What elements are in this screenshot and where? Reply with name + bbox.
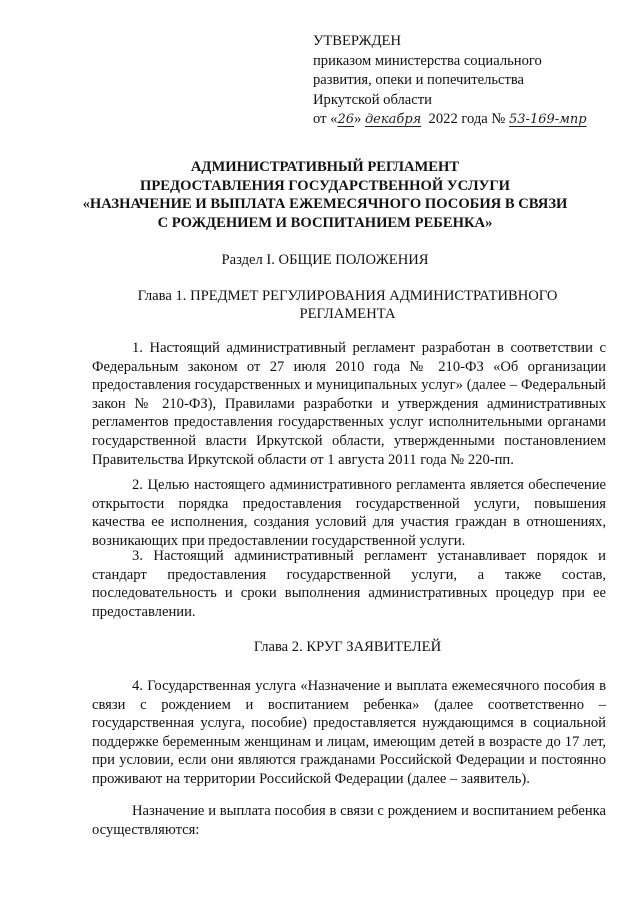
date-day: 26 [337, 112, 354, 127]
document-title [60, 158, 590, 232]
chapter-1-heading: Глава 1. ПРЕДМЕТ РЕГУЛИРОВАНИЯ АДМИНИСТРАТИВНОГО РЕГЛАМЕНТА [137, 288, 558, 322]
section-heading: Раздел I. ОБЩИЕ ПОЛОЖЕНИЯ [221, 252, 429, 268]
chapter-2-heading: Глава 2. КРУГ ЗАЯВИТЕЛЕЙ [253, 639, 442, 655]
title-line-2: ПРЕДОСТАВЛЕНИЯ ГОСУДАРСТВЕННОЙ УСЛУГИ [140, 177, 510, 194]
title-line-4: С РОЖДЕНИЕМ И ВОСПИТАНИЕМ РЕБЕНКА» [157, 214, 493, 231]
date-prefix: от « [313, 111, 338, 127]
approval-line-2: развития, опеки и попечительства [313, 72, 525, 88]
approval-line-1: приказом министерства социального [313, 52, 542, 69]
paragraph-2: 2. Целью настоящего административного регламента является обеспечение открытости порядка предоставления государственной услуги, повышения качества ее исполнения, создания условий для участия граждан в отношениях, возникающих при предоставлении государственной услуги. [92, 477, 606, 549]
date-year: 2022 года № [428, 111, 506, 127]
date-month: декабря [364, 112, 422, 127]
title-line-1: АДМИНИСТРАТИВНЫЙ РЕГЛАМЕНТ [190, 159, 460, 175]
order-number: 53-169-мпр [509, 112, 587, 127]
approval-heading: УТВЕРЖДЕН [313, 33, 401, 49]
paragraph-3: 3. Настоящий административный регламент устанавливает порядок и стандарт предоставления государственной услуги, а также состав, последовательность и сроки выполнения административных процедур при ее предоставлении. [92, 548, 606, 620]
paragraph-1: 1. Настоящий административный регламент разработан в соответствии с Федеральным законом от 27 июля 2010 года № 210-ФЗ «Об организации предоставления государственных и муниципальных услуг» (далее – Федеральный закон № 210-ФЗ), Правилами разработки и утверждения административных регламентов предоставления государственных услуг исполнительными органами государственной власти Иркутской области, утвержденными постановлением Правительства Иркутской области от 1 августа 2011 года № 220-пп. [92, 340, 606, 468]
approval-stamp [313, 32, 613, 130]
approval-date-line [313, 110, 613, 130]
title-line-3: «НАЗНАЧЕНИЕ И ВЫПЛАТА ЕЖЕМЕСЯЧНОГО ПОСОБИЯ В СВЯЗИ [82, 196, 568, 212]
approval-line-3: Иркутской области [313, 91, 432, 108]
paragraph-5: Назначение и выплата пособия в связи с рождением и воспитанием ребенка осуществляются: [92, 803, 606, 838]
date-mid: » [353, 111, 362, 127]
paragraph-4: 4. Государственная услуга «Назначение и выплата ежемесячного пособия в связи с рождением и воспитанием ребенка» (далее соответственно – государственная услуга, пособие) предоставляется нуждающимся в социальной поддержке беременным женщинам и лицам, имеющим детей в возрасте до 17 лет, при условии, если они являются гражданами Российской Федерации и постоянно проживают на территории Российской Федерации (далее – заявитель). [92, 678, 606, 787]
